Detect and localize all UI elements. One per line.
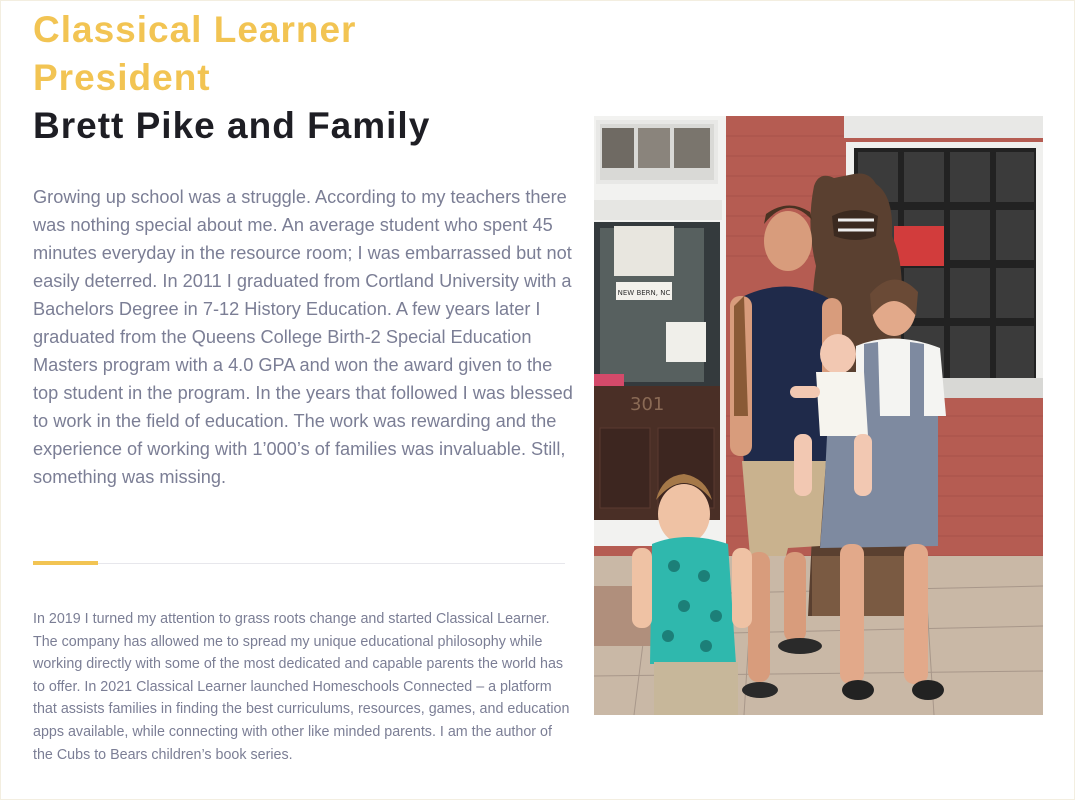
family-photo: [594, 116, 1043, 715]
page-title-company: Classical Learner: [33, 9, 357, 50]
door-number: 301: [630, 394, 665, 415]
bio-paragraph-2: In 2019 I turned my attention to grass roots change and started Classical Learner. The company has allowed me to spread my unique educational philosophy while working directly with some of the most dedicated and capable parents the world has to offer. In 2021 Classical Learner launched Homeschools Connected – a platform that assists families in finding the best curriculums, resources, games, and education apps available, while connecting with other like minded parents. I am the author of the Cubs to Bears children’s book series.: [33, 611, 570, 763]
section-divider-accent: [33, 561, 98, 565]
store-sign-text: NEW BERN, NC: [617, 289, 671, 297]
section-divider: [33, 563, 565, 564]
page-title-role: President: [33, 57, 211, 98]
page-title-name: Brett Pike and Family: [33, 105, 431, 146]
bio-paragraph-1: Growing up school was a struggle. According to my teachers there was nothing special about me. An average student who spent 45 minutes everyday in the resource room; I was embarrassed but not easily deterred. In 2011 I graduated from Cortland University with a Bachelors Degree in 7-12 History Education. A few years later I graduated from the Queens College Birth-2 Special Education Masters program with a 4.0 GPA and won the award given to the top student in the program. In the years that followed I was blessed to work in the field of education. The work was rewarding and the experience of working with 1’000’s of families was invaluable. Still, something was missing.: [33, 187, 573, 487]
